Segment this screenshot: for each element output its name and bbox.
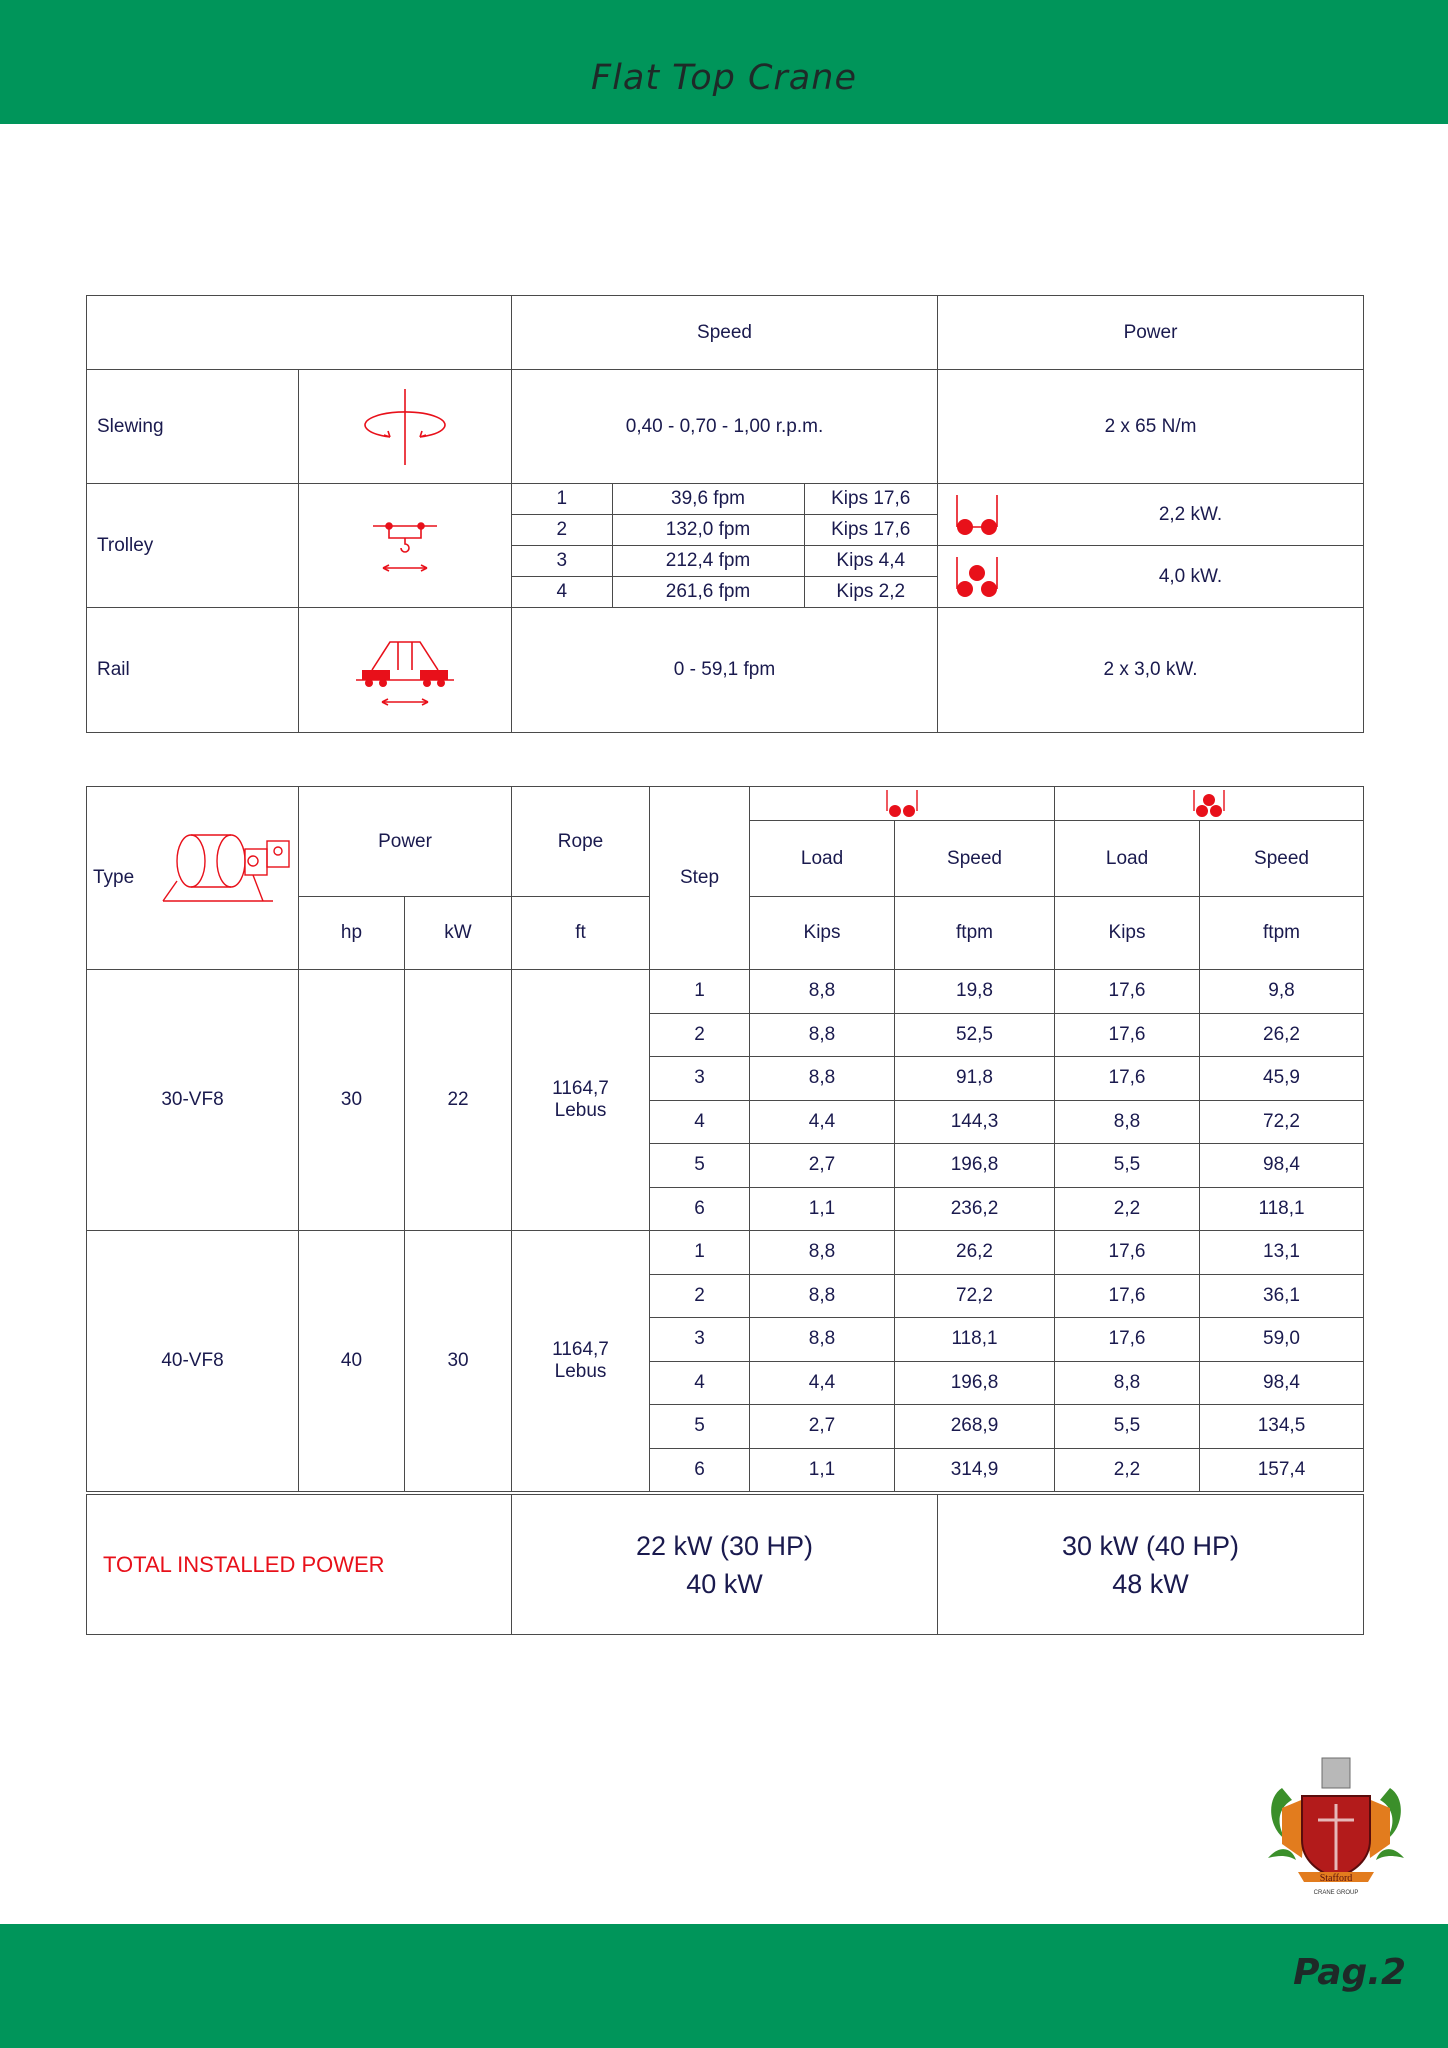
hoist-speed4: 134,5 xyxy=(1200,1405,1364,1449)
hoist-load2: 8,8 xyxy=(750,970,895,1014)
kw-header: kW xyxy=(405,897,512,970)
rope-header: Rope xyxy=(512,787,650,897)
four-falls-icon xyxy=(938,546,1018,608)
hoist-speed4: 98,4 xyxy=(1200,1361,1364,1405)
slewing-speed: 0,40 - 0,70 - 1,00 r.p.m. xyxy=(512,370,938,484)
hoist-load4: 8,8 xyxy=(1055,1100,1200,1144)
total-power-a-line1: 22 kW (30 HP) xyxy=(635,1530,814,1561)
hoist-load4: 8,8 xyxy=(1055,1361,1200,1405)
hoist-speed2: 196,8 xyxy=(895,1361,1055,1405)
hoist-speed2: 52,5 xyxy=(895,1013,1055,1057)
stafford-crest-logo xyxy=(1262,1748,1410,1900)
power-header: Power xyxy=(938,296,1364,370)
rope-cell xyxy=(512,970,650,1231)
hoist-load2: 2,7 xyxy=(750,1405,895,1449)
hoist-load2: 8,8 xyxy=(750,1318,895,1362)
hoist-load2: 8,8 xyxy=(750,1274,895,1318)
hoist-step: 6 xyxy=(650,1187,750,1231)
hoist-speed4: 157,4 xyxy=(1200,1448,1364,1492)
hoist-step: 5 xyxy=(650,1405,750,1449)
load-2-falls-header: Load xyxy=(750,821,895,897)
ftpm-unit-4: ftpm xyxy=(1200,897,1364,970)
hoist-load4: 2,2 xyxy=(1055,1187,1200,1231)
rope-length: 1164,7 xyxy=(552,1078,609,1099)
trolley-row xyxy=(512,546,937,577)
winch-icon xyxy=(153,811,293,911)
hoist-step: 1 xyxy=(650,1231,750,1275)
hoist-load2: 4,4 xyxy=(750,1361,895,1405)
speed-header: Speed xyxy=(512,296,938,370)
hoist-load4: 17,6 xyxy=(1055,1231,1200,1275)
trolley-step: 4 xyxy=(512,577,612,608)
hoist-speed4: 9,8 xyxy=(1200,970,1364,1014)
hoist-row xyxy=(87,1231,1364,1275)
winch-type: 30-VF8 xyxy=(87,970,299,1231)
four-falls-header-icon xyxy=(1055,787,1364,821)
winch-kw: 22 xyxy=(405,970,512,1231)
empty-header-cell xyxy=(87,296,512,370)
hoist-step: 3 xyxy=(650,1057,750,1101)
slewing-label: Slewing xyxy=(87,370,299,484)
hoist-speed2: 268,9 xyxy=(895,1405,1055,1449)
hoist-step: 3 xyxy=(650,1318,750,1362)
hoist-load4: 5,5 xyxy=(1055,1144,1200,1188)
hoist-speed4: 98,4 xyxy=(1200,1144,1364,1188)
type-header-cell xyxy=(87,787,299,970)
trolley-step: 2 xyxy=(512,515,612,546)
hoist-step: 2 xyxy=(650,1274,750,1318)
hoist-step: 1 xyxy=(650,970,750,1014)
winch-hp: 30 xyxy=(299,970,405,1231)
hoist-speed2: 19,8 xyxy=(895,970,1055,1014)
hoist-body xyxy=(87,970,1364,1492)
footer-band xyxy=(0,1924,1448,2048)
total-installed-power-label: TOTAL INSTALLED POWER xyxy=(87,1495,512,1635)
total-power-a xyxy=(512,1495,938,1635)
trolley-load: Kips 4,4 xyxy=(804,546,937,577)
trolley-icon xyxy=(299,484,512,608)
hoist-speed2: 26,2 xyxy=(895,1231,1055,1275)
winch-type: 40-VF8 xyxy=(87,1231,299,1492)
hoist-step: 2 xyxy=(650,1013,750,1057)
speed-4-falls-header: Speed xyxy=(1200,821,1364,897)
type-header: Type xyxy=(93,867,135,888)
ftpm-unit-2: ftpm xyxy=(895,897,1055,970)
total-power-b-line2: 48 kW xyxy=(1112,1568,1189,1599)
trolley-label: Trolley xyxy=(87,484,299,608)
hoist-load2: 8,8 xyxy=(750,1013,895,1057)
speed-2-falls-header: Speed xyxy=(895,821,1055,897)
hoist-speed2: 72,2 xyxy=(895,1274,1055,1318)
rail-power: 2 x 3,0 kW. xyxy=(938,608,1364,733)
trolley-load: Kips 2,2 xyxy=(836,581,906,602)
movements-table xyxy=(86,295,1364,733)
hoist-table xyxy=(86,786,1364,1492)
hoist-load2: 8,8 xyxy=(750,1231,895,1275)
trolley-power-table xyxy=(938,484,1363,607)
total-power-b xyxy=(938,1495,1364,1635)
trolley-row xyxy=(512,515,937,546)
trolley-step: 1 xyxy=(512,484,612,515)
hoist-load4: 17,6 xyxy=(1055,1318,1200,1362)
trolley-speed: 132,0 fpm xyxy=(612,515,804,546)
logo-subtext: CRANE GROUP xyxy=(1313,1890,1359,1896)
hoist-speed2: 144,3 xyxy=(895,1100,1055,1144)
trolley-step: 3 xyxy=(512,546,612,577)
two-falls-header-icon xyxy=(750,787,1055,821)
rope-cell xyxy=(512,1231,650,1492)
rail-speed: 0 - 59,1 fpm xyxy=(512,608,938,733)
trolley-steps-table xyxy=(512,484,937,607)
rail-label: Rail xyxy=(87,608,299,733)
hoist-load4: 17,6 xyxy=(1055,1274,1200,1318)
hoist-load2: 8,8 xyxy=(750,1057,895,1101)
hoist-load2: 2,7 xyxy=(750,1144,895,1188)
trolley-power-4-falls: 4,0 kW. xyxy=(1158,565,1223,587)
hoist-speed4: 118,1 xyxy=(1200,1187,1364,1231)
trolley-power-2-falls: 2,2 kW. xyxy=(1018,484,1363,546)
kips-unit-2: Kips xyxy=(750,897,895,970)
hoist-speed4: 36,1 xyxy=(1200,1274,1364,1318)
hoist-speed4: 45,9 xyxy=(1200,1057,1364,1101)
two-falls-icon xyxy=(938,484,1018,546)
hoist-speed4: 72,2 xyxy=(1200,1100,1364,1144)
hoist-row xyxy=(87,970,1364,1014)
hoist-speed2: 91,8 xyxy=(895,1057,1055,1101)
hoist-speed4: 26,2 xyxy=(1200,1013,1364,1057)
hoist-load2: 1,1 xyxy=(750,1448,895,1492)
hoist-load4: 5,5 xyxy=(1055,1405,1200,1449)
hoist-speed2: 314,9 xyxy=(895,1448,1055,1492)
hoist-load4: 2,2 xyxy=(1055,1448,1200,1492)
slewing-icon xyxy=(299,370,512,484)
rope-length: 1164,7 xyxy=(552,1339,609,1360)
hoist-load4: 17,6 xyxy=(1055,1057,1200,1101)
trolley-row xyxy=(512,484,937,515)
hoist-load4: 17,6 xyxy=(1055,1013,1200,1057)
total-power-table xyxy=(86,1494,1364,1635)
page-number: Pag.2 xyxy=(1293,1952,1406,1993)
hoist-load2: 1,1 xyxy=(750,1187,895,1231)
winch-hp: 40 xyxy=(299,1231,405,1492)
hoist-step: 4 xyxy=(650,1100,750,1144)
trolley-load: Kips 17,6 xyxy=(804,484,937,515)
winch-kw: 30 xyxy=(405,1231,512,1492)
trolley-speed-cell xyxy=(512,484,938,608)
hoist-speed4: 13,1 xyxy=(1200,1231,1364,1275)
hoist-step: 6 xyxy=(650,1448,750,1492)
hoist-step: 4 xyxy=(650,1361,750,1405)
trolley-load: Kips 17,6 xyxy=(804,515,937,546)
rope-type: Lebus xyxy=(554,1100,607,1121)
hoist-step: 5 xyxy=(650,1144,750,1188)
trolley-row xyxy=(512,577,937,608)
trolley-speed: 39,6 fpm xyxy=(612,484,804,515)
ft-header: ft xyxy=(512,897,650,970)
rope-type: Lebus xyxy=(554,1361,607,1382)
hoist-load4: 17,6 xyxy=(1055,970,1200,1014)
page-title: Flat Top Crane xyxy=(591,58,857,98)
hoist-speed2: 196,8 xyxy=(895,1144,1055,1188)
step-header: Step xyxy=(650,787,750,970)
load-4-falls-header: Load xyxy=(1055,821,1200,897)
trolley-power-cell xyxy=(938,484,1364,608)
power-header: Power xyxy=(299,787,512,897)
trolley-speed: 261,6 fpm xyxy=(612,577,804,608)
trolley-speed: 212,4 fpm xyxy=(612,546,804,577)
total-power-b-line1: 30 kW (40 HP) xyxy=(1061,1530,1240,1561)
logo-text: Stafford xyxy=(1319,1873,1353,1884)
hoist-speed4: 59,0 xyxy=(1200,1318,1364,1362)
rail-icon xyxy=(299,608,512,733)
hoist-speed2: 236,2 xyxy=(895,1187,1055,1231)
slewing-power: 2 x 65 N/m xyxy=(938,370,1364,484)
hoist-load2: 4,4 xyxy=(750,1100,895,1144)
hoist-speed2: 118,1 xyxy=(895,1318,1055,1362)
total-power-a-line2: 40 kW xyxy=(686,1568,763,1599)
hp-header: hp xyxy=(299,897,405,970)
kips-unit-4: Kips xyxy=(1055,897,1200,970)
